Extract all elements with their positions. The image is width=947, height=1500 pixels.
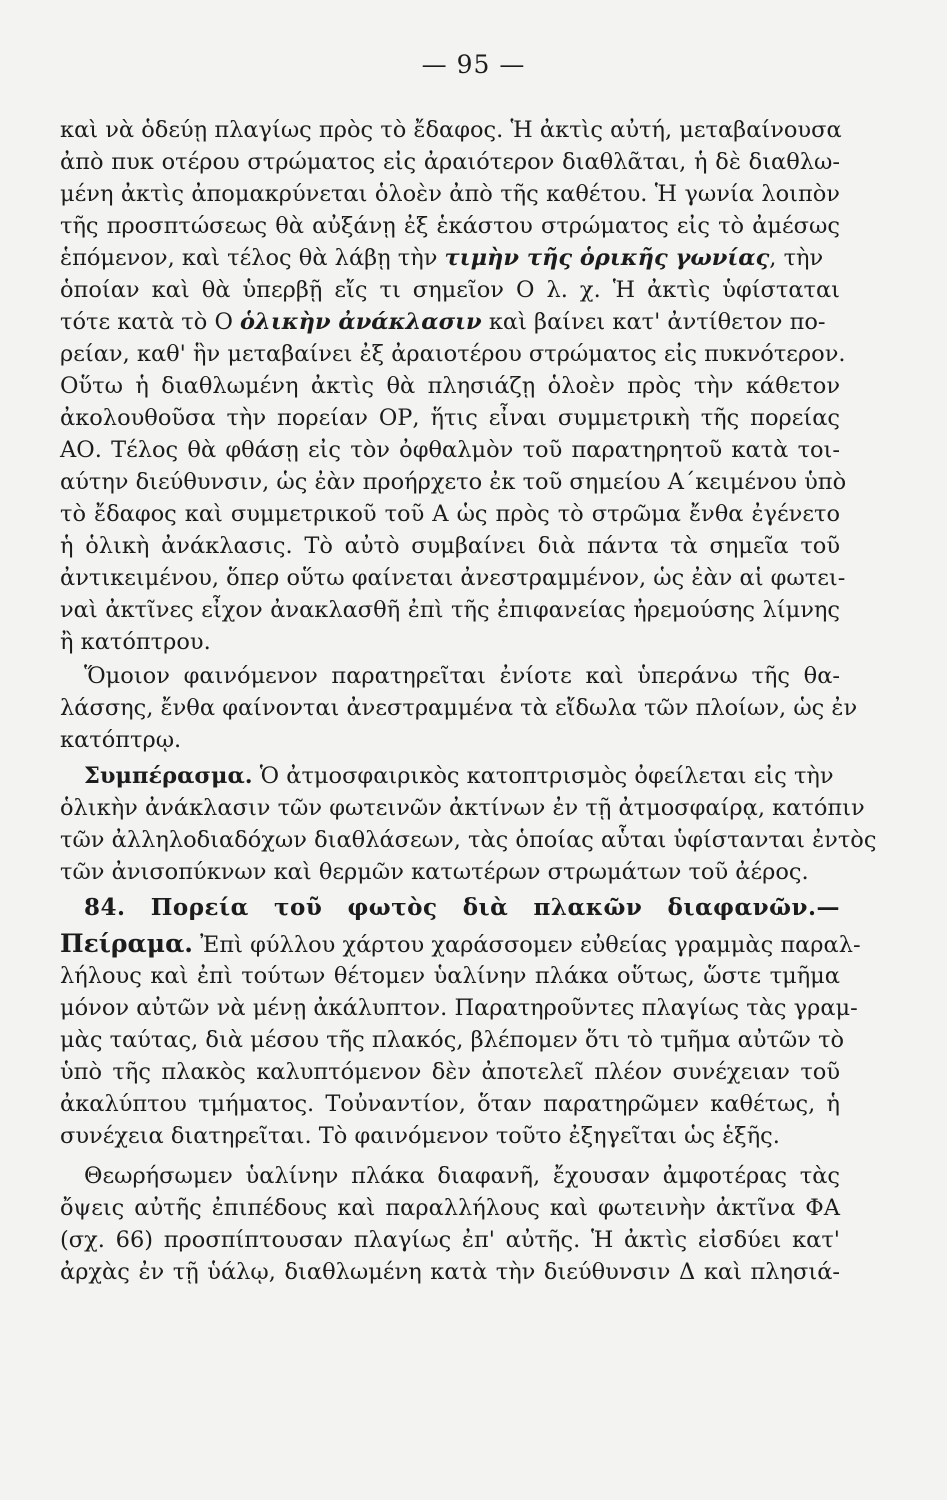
text-line: τὸ ἔδαφος καὶ συμμετρικοῦ τοῦ Α ὡς πρὸς τὸ στρῶμα ἔνθα ἐγένετο [60, 501, 840, 527]
conclusion-heading: Συμπέρασμα. [84, 763, 253, 789]
text-line: συνέχεια διατηρεῖται. Τὸ φαινόμενον τοῦτο ἐξηγεῖται ὡς ἑξῆς. [60, 1123, 780, 1149]
text-line: ὁποίαν καὶ θὰ ὑπερβῇ εἴς τι σημεῖον Ο λ. χ. Ἡ ἀκτὶς ὑφίσταται [60, 277, 840, 303]
text-line: Ὅμοιον φαινόμενον παρατηρεῖται ἐνίοτε καὶ ὑπεράνω τῆς θα- [84, 663, 840, 689]
text-line: ἀπὸ πυκ οτέρου στρώματος εἰς ἀραιότερον διαθλᾶται, ἡ δὲ διαθλω- [60, 149, 840, 175]
text-line [60, 242, 840, 274]
text-line: λάσσης, ἔνθα φαίνονται ἀνεστραμμένα τὰ εἴδωλα τῶν πλοίων, ὡς ἐν [60, 695, 858, 721]
text-line: κατόπτρῳ. [60, 727, 182, 753]
text-line: καὶ νὰ ὁδεύῃ πλαγίως πρὸς τὸ ἔδαφος. Ἡ ἀκτὶς αὐτή, μεταβαίνουσα [60, 117, 842, 143]
text-line: ἀκαλύπτου τμήματος. Τοὐναντίον, ὅταν παρατηρῶμεν καθέτως, ἡ [60, 1091, 840, 1117]
text-line [60, 760, 840, 792]
text-run: , τὴν [769, 245, 824, 271]
emphasis-term: τιμὴν τῆς ὁρικῆς γωνίας [444, 245, 770, 271]
text-line: μένη ἀκτὶς ἀπομακρύνεται ὁλοὲν ἀπὸ τῆς καθέτου. Ἡ γωνία λοιπὸν [60, 181, 840, 207]
text-line: ἀκολουθοῦσα τὴν πορείαν ΟΡ, ἥτις εἶναι συμμετρικὴ τῆς πορείας [60, 405, 840, 431]
text-line: ὑπὸ τῆς πλακὸς καλυπτόμενον δὲν ἀποτελεῖ πλέον συνέχειαν τοῦ [60, 1059, 840, 1085]
text-line: ὄψεις αὐτῆς ἐπιπέδους καὶ παραλλήλους καὶ φωτεινὴν ἀκτῖνα ΦΑ [60, 1195, 840, 1221]
text-run: Ὁ ἀτμοσφαιρικὸς κατοπτρισμὸς ὀφείλεται εἰς τὴν [252, 763, 834, 789]
text-line: ἀρχὰς ἐν τῇ ὑάλῳ, διαθλωμένη κατὰ τὴν διεύθυνσιν Δ καὶ πλησιά- [60, 1259, 840, 1285]
text-line: λήλους καὶ ἐπὶ τούτων θέτομεν ὑαλίνην πλάκα οὕτως, ὥστε τμῆμα [60, 963, 840, 989]
experiment-heading: Πείραμα. [60, 929, 194, 958]
text-line: Οὕτω ἡ διαθλωμένη ἀκτὶς θὰ πλησιάζῃ ὁλοὲν πρὸς τὴν κάθετον [60, 373, 840, 399]
text-line: μὰς ταύτας, διὰ μέσου τῆς πλακός, βλέπομεν ὅτι τὸ τμῆμα αὐτῶν τὸ [60, 1027, 845, 1053]
text-line: ὁλικὴν ἀνάκλασιν τῶν φωτεινῶν ἀκτίνων ἐν τῇ ἀτμοσφαίρᾳ, κατόπιν [60, 795, 865, 821]
text-line: ἀντικειμένου, ὅπερ οὕτω φαίνεται ἀνεστραμμένον, ὡς ἐὰν αἱ φωτει- [60, 565, 846, 591]
text-line: αύτην διεύθυνσιν, ὡς ἐὰν προήρχετο ἐκ τοῦ σημείου Α΄κειμένου ὑπὸ [60, 469, 847, 495]
text-line: τῆς προσπτώσεως θὰ αὐξάνῃ ἐξ ἑκάστου στρώματος εἰς τὸ ἀμέσως [60, 213, 840, 239]
text-line [60, 306, 840, 338]
section-heading: 84. Πορεία τοῦ φωτὸς διὰ πλακῶν διαφανῶν.— [84, 894, 840, 921]
text-run: τότε κατὰ τὸ Ο [60, 309, 241, 335]
text-line: ναὶ ἀκτῖνες εἶχον ἀνακλασθῆ ἐπὶ τῆς ἐπιφανείας ἠρεμούσης λίμνης [60, 597, 840, 623]
text-line: ἢ κατόπτρου. [60, 629, 211, 655]
text-line: ρείαν, καθ' ἣν μεταβαίνει ἐξ ἀραιοτέρου στρώματος εἰς πυκνότερον. [60, 341, 846, 367]
text-run: Ἐπὶ φύλλου χάρτου χαράσσομεν εὐθείας γραμμὰς παραλ- [193, 932, 861, 958]
text-run: ἑπόμενον, καὶ τέλος θὰ λάβῃ τὴν [60, 245, 445, 271]
text-line [60, 928, 861, 960]
text-line: ΑΟ. Τέλος θὰ φθάσῃ εἰς τὸν ὀφθαλμὸν τοῦ παρατηρητοῦ κατὰ τοι- [60, 437, 840, 463]
text-line: (σχ. 66) προσπίπτουσαν πλαγίως ἐπ' αὐτῆς. Ἡ ἀκτὶς εἰσδύει κατ' [60, 1227, 840, 1253]
text-run: καὶ βαίνει κατ' ἀντίθετον πο- [481, 309, 826, 335]
emphasis-term: ὁλικὴν ἀνάκλασιν [240, 309, 482, 335]
text-line: τῶν ἀνισοπύκνων καὶ θερμῶν κατωτέρων στρωμάτων τοῦ ἀέρος. [60, 859, 809, 885]
text-line: μόνον αὐτῶν νὰ μένῃ ἀκάλυπτον. Παρατηροῦντες πλαγίως τὰς γραμ- [60, 995, 858, 1021]
text-line: τῶν ἀλληλοδιαδόχων διαθλάσεων, τὰς ὁποίας αὗται ὑφίστανται ἐντὸς [60, 827, 877, 853]
page-number: — 95 — [421, 50, 526, 79]
text-line: Θεωρήσωμεν ὑαλίνην πλάκα διαφανῆ, ἔχουσαν ἀμφοτέρας τὰς [84, 1163, 840, 1189]
text-line: ἡ ὁλικὴ ἀνάκλασις. Τὸ αὐτὸ συμβαίνει διὰ πάντα τὰ σημεῖα τοῦ [60, 533, 840, 559]
